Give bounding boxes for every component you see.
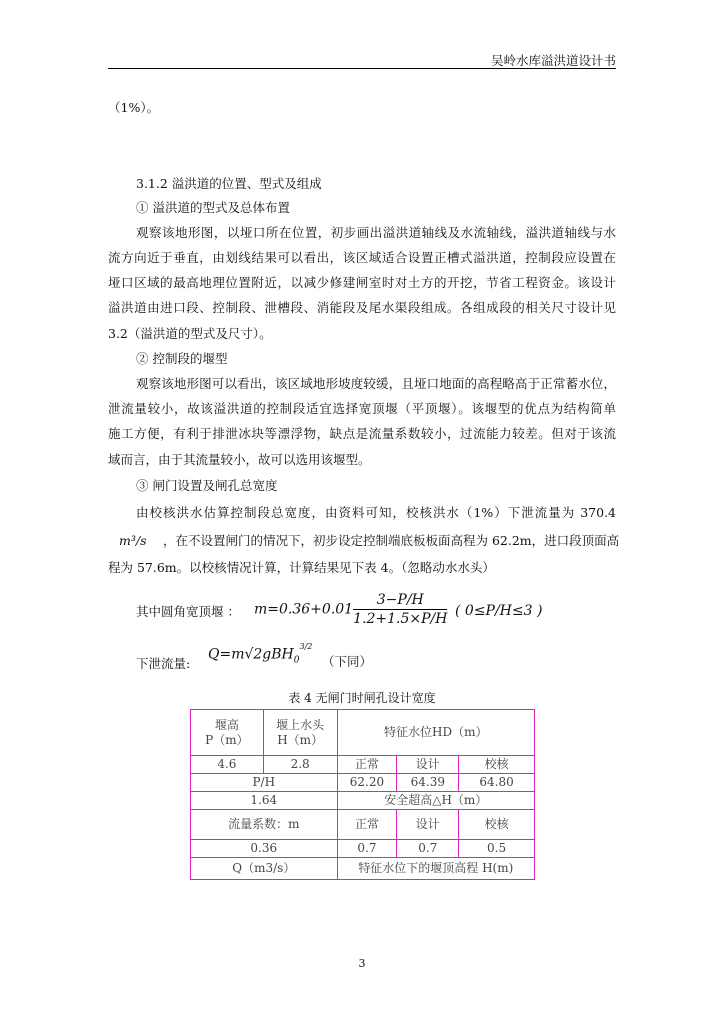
table-cell: 校核: [459, 756, 535, 774]
paragraph-line: 施工方便，有利于排泄冰块等漂浮物，缺点是流量系数较小，过流能力较差。但对于该流: [108, 426, 616, 441]
gate-width-table: [190, 709, 535, 880]
weir-coefficient-formula: [254, 592, 447, 627]
formula-numerator: 3−P/H: [353, 592, 447, 610]
table-cell: 安全超高△H（m）: [337, 792, 534, 810]
table-cell: 0.5: [459, 840, 535, 858]
paragraph-line: ，在不设置闸门的情况下，初步设定控制端底板板面高程为 62.2m，进口段顶面高: [163, 533, 620, 548]
table-cell: 1.64: [191, 792, 338, 810]
subsection-heading: ③ 闸门设置及闸孔总宽度: [136, 478, 278, 493]
paragraph-line: 由校核洪水估算控制段总宽度，由资料可知，校核洪水（1%）下泄流量为 370.4: [136, 505, 616, 520]
paragraph-line: 流方向近于垂直，由划线结果可以看出，该区域适合设置正槽式溢洪道，控制段应设置在: [108, 250, 616, 265]
formula-superscript: 3/2: [299, 642, 313, 651]
document-title: 吴岭水库溢洪道设计书: [490, 53, 616, 68]
table-caption: 表 4 无闸门时闸孔设计宽度: [288, 691, 436, 705]
table-cell: 设计: [397, 810, 459, 840]
paragraph-line: 3.2（溢洪道的型式及尺寸）。: [108, 326, 272, 341]
page-number: 3: [358, 957, 366, 970]
page-header: [108, 50, 616, 69]
formula-subscript: 0: [293, 655, 300, 666]
table-cell: 0.36: [191, 840, 338, 858]
paragraph-line: 观察该地形图可以看出，该区域地形坡度较缓，且垭口地面的高程略高于正常蓄水位，: [136, 376, 616, 391]
table-cell: 特征水位下的堰顶高程 H(m): [337, 858, 534, 880]
formula-condition: ( 0≤P/H≤3 ): [455, 603, 543, 619]
table-cell: 特征水位HD（m）: [337, 710, 534, 756]
table-cell: 2.8: [263, 756, 337, 774]
unit-label: m³/s: [119, 533, 147, 548]
paragraph-line: 程为 57.6m。以校核情况计算，计算结果见下表 4。（忽略动水水头）: [108, 560, 495, 575]
table-cell: 堰高 P（m）: [191, 710, 264, 756]
section-heading: 3.1.2 溢洪道的位置、型式及组成: [136, 176, 322, 191]
table-cell: 设计: [397, 756, 459, 774]
paragraph-line: 观察该地形图，以垭口所在位置，初步画出溢洪道轴线及水流轴线，溢洪道轴线与水: [136, 225, 616, 240]
formula-label: 其中圆角宽顶堰 ：: [136, 604, 240, 619]
discharge-formula: [208, 642, 313, 666]
paragraph-line: 溢洪道由进口段、控制段、泄槽段、消能段及尾水渠段组成。各组成段的相关尺寸设计见: [108, 300, 616, 315]
formula-note: （下同）: [322, 654, 373, 669]
table-cell: 64.39: [397, 774, 459, 792]
text-line: （1%）。: [108, 100, 160, 115]
subsection-heading: ① 溢洪道的型式及总体布置: [136, 200, 290, 215]
table-cell: 0.7: [397, 840, 459, 858]
formula-lhs: m=0.36+0.01: [254, 601, 354, 618]
table-cell: 正常: [337, 756, 397, 774]
table-cell: P/H: [191, 774, 338, 792]
formula-main: Q=m√2gBH: [208, 646, 294, 663]
table-cell: 64.80: [459, 774, 535, 792]
paragraph-line: 域而言，由于其流量较小，故可以选用该堰型。: [108, 452, 371, 467]
paragraph-line: 泄流量较小，故该溢洪道的控制段适宜选择宽顶堰（平顶堰）。该堰型的优点为结构简单: [108, 401, 616, 416]
table-cell: 62.20: [337, 774, 397, 792]
formula-denominator: 1.2+1.5×P/H: [353, 611, 448, 627]
subsection-heading: ② 控制段的堰型: [136, 351, 228, 366]
table-cell: 4.6: [191, 756, 264, 774]
formula-label: 下泄流量:: [136, 656, 191, 671]
table-cell: 0.7: [337, 840, 397, 858]
paragraph-line: 垭口区域的最高地理位置附近，以减少修建闸室时对土方的开挖，节省工程资金。该设计: [108, 275, 616, 290]
table-cell: 正常: [337, 810, 397, 840]
table-cell: Q（m3/s）: [191, 858, 338, 880]
table-cell: 校核: [459, 810, 535, 840]
table-cell: 流量系数：m: [191, 810, 338, 840]
table-cell: 堰上水头 H（m）: [263, 710, 337, 756]
